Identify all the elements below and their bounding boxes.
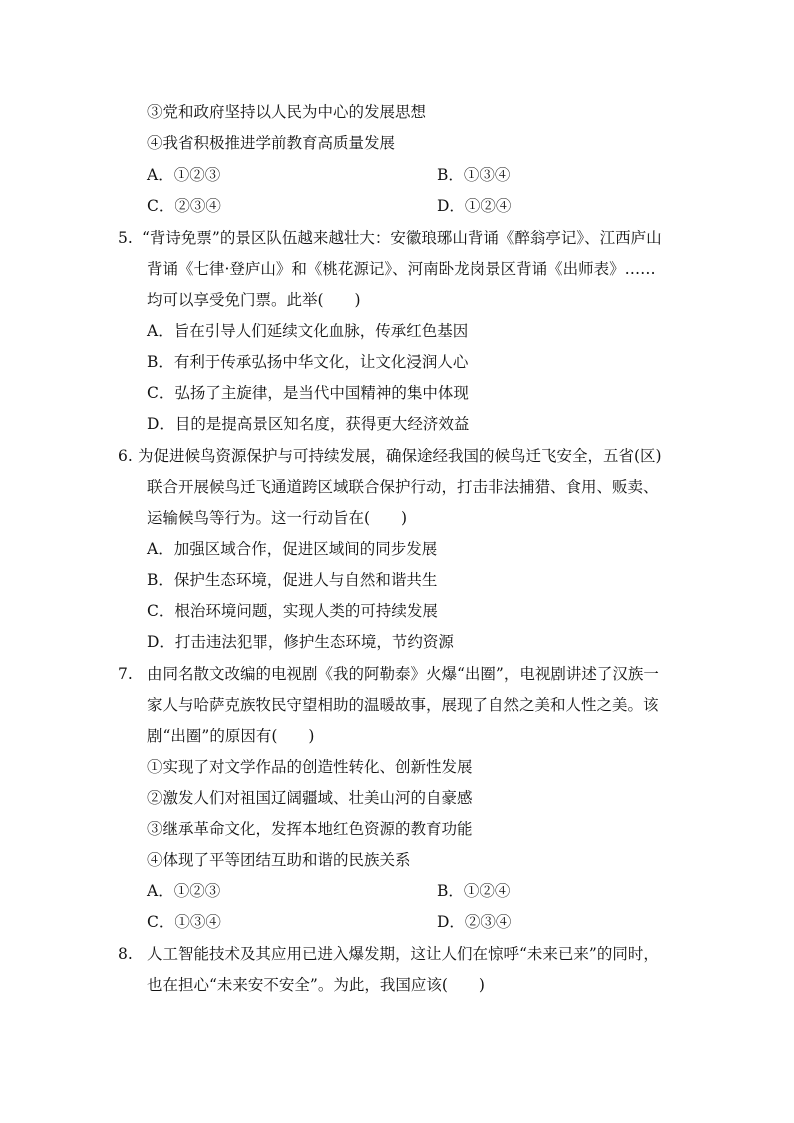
q7-number: 7. — [118, 665, 133, 683]
q4-statement-3: ③党和政府坚持以人民为中心的发展思想 — [147, 103, 427, 121]
q5-option-a: A．旨在引导人们延续文化血脉，传承红色基因 — [147, 322, 469, 340]
q5-number: 5. — [118, 229, 133, 247]
q5-stem-line-1: “背诗免票”的景区队伍越来越壮大：安徽琅琊山背诵《醉翁亭记》、江西庐山 — [142, 229, 662, 247]
q6-number: 6. — [118, 447, 133, 465]
q8-number: 8. — [118, 945, 133, 963]
q4-option-d: D．①②④ — [437, 197, 512, 215]
q4-option-b: B．①③④ — [437, 166, 511, 184]
q6-option-b: B．保护生态环境，促进人与自然和谐共生 — [147, 571, 438, 589]
q7-option-c: C．①③④ — [147, 913, 221, 931]
q8-stem-line-1: 人工智能技术及其应用已进入爆发期，这让人们在惊呼“未来已来”的同时， — [147, 945, 659, 963]
q6-option-d: D．打击违法犯罪，修护生态环境，节约资源 — [147, 633, 454, 651]
q6-stem-line-2: 联合开展候鸟迁飞通道跨区域联合保护行动，打击非法捕猎、食用、贩卖、 — [147, 478, 659, 496]
q7-statement-2: ②激发人们对祖国辽阔疆域、壮美山河的自豪感 — [147, 789, 473, 807]
q7-stem-line-2: 家人与哈萨克族牧民守望相助的温暖故事，展现了自然之美和人性之美。该 — [147, 696, 659, 714]
q7-statement-1: ①实现了对文学作品的创造性转化、创新性发展 — [147, 758, 473, 776]
q5-stem-line-3: 均可以享受免门票。此举( ) — [147, 291, 361, 309]
q7-stem-line-3: 剧“出圈”的原因有( ) — [147, 727, 315, 745]
q8-stem-line-2: 也在担心“未来安不安全”。为此，我国应该( ) — [147, 976, 485, 994]
q7-option-b: B．①②④ — [437, 882, 511, 900]
q5-option-d: D．目的是提高景区知名度，获得更大经济效益 — [147, 415, 470, 433]
q5-option-b: B．有利于传承弘扬中华文化，让文化浸润人心 — [147, 353, 469, 371]
q4-statement-4: ④我省积极推进学前教育高质量发展 — [147, 134, 396, 152]
q7-option-a: A．①②③ — [147, 882, 221, 900]
q5-stem-line-2: 背诵《七律·登庐山》和《桃花源记》、河南卧龙岗景区背诵《出师表》…… — [147, 260, 656, 278]
q4-option-a: A．①②③ — [147, 166, 221, 184]
q7-stem-line-1: 由同名散文改编的电视剧《我的阿勒泰》火爆“出圈”，电视剧讲述了汉族一 — [147, 665, 659, 683]
q6-option-a: A．加强区域合作，促进区域间的同步发展 — [147, 540, 438, 558]
q7-statement-4: ④体现了平等团结互助和谐的民族关系 — [147, 851, 411, 869]
q4-option-c: C．②③④ — [147, 197, 221, 215]
q7-option-d: D．②③④ — [437, 913, 512, 931]
q5-option-c: C．弘扬了主旋律，是当代中国精神的集中体现 — [147, 384, 469, 402]
q6-stem-line-1: 为促进候鸟资源保护与可持续发展，确保途经我国的候鸟迁飞安全，五省(区) — [138, 447, 662, 465]
q6-stem-line-3: 运输候鸟等行为。这一行动旨在( ) — [147, 509, 408, 527]
q7-statement-3: ③继承革命文化，发挥本地红色资源的教育功能 — [147, 820, 473, 838]
q6-option-c: C．根治环境问题，实现人类的可持续发展 — [147, 602, 438, 620]
